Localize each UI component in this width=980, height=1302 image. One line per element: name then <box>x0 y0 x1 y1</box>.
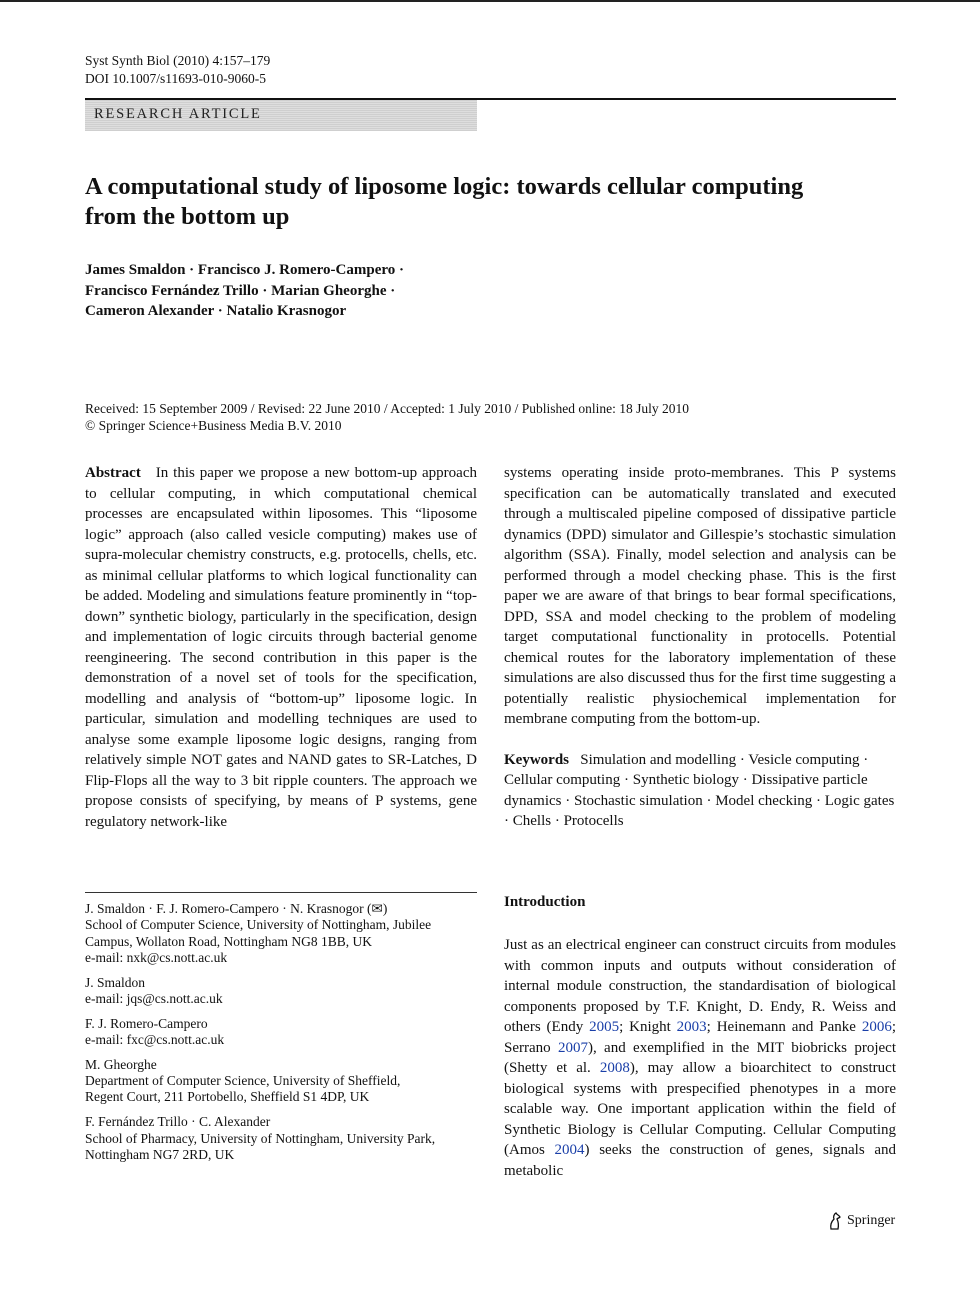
introduction-heading: Introduction <box>504 894 586 910</box>
author-list <box>85 260 685 322</box>
affiliation-block <box>85 1057 477 1106</box>
article-type-banner <box>85 100 477 131</box>
citation-link[interactable]: 2007 <box>557 1039 588 1056</box>
citation-link[interactable]: 2006 <box>861 1019 892 1035</box>
publisher-mark <box>827 1211 895 1231</box>
affiliation-email: e-mail: fxc@cs.nott.ac.uk <box>85 1032 225 1048</box>
intro-text: ; Heinemann and Panke <box>706 1019 862 1035</box>
abstract-text-part1: In this paper we propose a new bottom-up approach to cellular computing, in which computational chemical processes are encapsulated within liposomes. This “liposome logic” approach (also called vesicle computing) makes use of supra-molecular chemistry constructs, e.g. protocells, chells, etc. as minimal cellular platforms to which logical functionality can be added. Modeling and simulations feature prominently in “top-down” synthetic biology, particularly in the specification, design and implementation of logic circuits through bacterial genome reengineering. The second contribution in this paper is the demonstration of a novel set of tools for the specification, modelling and analysis of “bottom-up” liposome logic. In particular, simulation and modelling techniques are used to analyse some example liposome logic designs, ranging from relatively simple NOT gates and NAND gates to SR-Latches, D Flip-Flops all the way to 3 bit ripple counters. The approach we propose consists of specifying, by means of P systems, gene regulatory network-like <box>85 465 477 830</box>
intro-text: ; Serrano <box>504 1019 896 1056</box>
citation-link[interactable]: 2005 <box>589 1019 620 1035</box>
intro-text: ) seeks the construction of genes, signals and metabolic <box>504 1142 897 1179</box>
citation-link[interactable]: 2003 <box>676 1019 707 1035</box>
keywords-text: Simulation and modelling · Vesicle computing · Cellular computing · Synthetic biology · Dissipative particle dynamics · Stochastic simulation · Model checking · Logic gates · Chells · Protocells <box>504 751 895 829</box>
keywords-heading: Keywords <box>504 751 569 768</box>
citation-link[interactable]: 2008 <box>599 1060 630 1076</box>
affiliation-line: Regent Court, 211 Portobello, Sheffield S1 4DP, UK <box>85 1089 370 1105</box>
journal-citation: Syst Synth Biol (2010) 4:157–179 <box>85 53 271 68</box>
copyright-line: © Springer Science+Business Media B.V. 2010 <box>85 418 342 433</box>
abstract-column-right <box>504 463 896 832</box>
abstract-paragraph <box>85 463 477 832</box>
top-border <box>0 0 980 2</box>
affiliation-line: Nottingham NG7 2RD, UK <box>85 1146 235 1162</box>
author-line: Cameron Alexander · Natalio Krasnogor <box>85 303 347 319</box>
author-line: James Smaldon · Francisco J. Romero-Campero · <box>85 262 404 278</box>
affiliation-line: M. Gheorghe <box>85 1056 157 1072</box>
intro-text: ), may allow a bioarchitect to construct biological systems with prespecified phenotypes in a more scalable way. One important application within the field of Synthetic Biology is Cellular Computing. Cellular Computing (Amos <box>504 1060 897 1158</box>
introduction-paragraph <box>504 935 896 1181</box>
author-line: Francisco Fernández Trillo · Marian Gheorghe · <box>85 282 396 299</box>
affiliation-email: e-mail: nxk@cs.nott.ac.uk <box>85 949 228 965</box>
affiliation-email: e-mail: jqs@cs.nott.ac.uk <box>85 990 223 1006</box>
publication-dates <box>85 400 896 434</box>
affiliation-line: J. Smaldon <box>85 974 146 990</box>
history-dates: Received: 15 September 2009 / Revised: 22 June 2010 / Accepted: 1 July 2010 / Published online: 18 July 2010 <box>85 401 690 416</box>
affiliation-line: F. J. Romero-Campero <box>85 1015 208 1031</box>
introduction-body <box>504 935 896 1181</box>
intro-text: ), and exemplified in the MIT biobricks project (Shetty et al. <box>504 1039 896 1076</box>
journal-header <box>85 52 270 88</box>
paper-title: A computational study of liposome logic: towards cellular computing from the bottom up <box>85 173 804 230</box>
affiliation-line: J. Smaldon · F. J. Romero-Campero · N. Krasnogor (✉) <box>85 901 388 916</box>
affiliation-line: Department of Computer Science, University of Sheffield, <box>85 1073 401 1089</box>
affiliation-block <box>85 1114 477 1163</box>
springer-horse-icon <box>827 1211 843 1231</box>
intro-text: ; Knight <box>619 1019 677 1035</box>
article-type-label: RESEARCH ARTICLE <box>94 106 262 122</box>
affiliations <box>85 901 477 1172</box>
affiliation-line: Campus, Wollaton Road, Nottingham NG8 1BB, UK <box>85 933 373 949</box>
affiliation-block <box>85 975 477 1008</box>
keywords-paragraph <box>504 750 896 832</box>
abstract-column-left <box>85 463 477 832</box>
affiliation-block <box>85 901 477 966</box>
footnote-rule <box>85 892 477 893</box>
intro-text: Just as an electrical engineer can construct circuits from modules with common inputs and outputs without consideration of internal module construction, the standardisation of biological components proposed by T.F. Knight, D. Endy, R. Weiss and others (Endy <box>504 937 896 1035</box>
citation-link[interactable]: 2004 <box>554 1142 585 1158</box>
affiliation-line: F. Fernández Trillo · C. Alexander <box>85 1114 271 1130</box>
affiliation-line: School of Computer Science, University of Nottingham, Jubilee <box>85 917 432 933</box>
affiliation-line: School of Pharmacy, University of Nottingham, University Park, <box>85 1130 436 1146</box>
abstract-heading: Abstract <box>85 465 141 481</box>
publisher-name: Springer <box>847 1213 896 1228</box>
journal-doi: DOI 10.1007/s11693-010-9060-5 <box>85 71 266 86</box>
affiliation-block <box>85 1016 477 1049</box>
abstract-text-part2: systems operating inside proto-membranes. This P systems specification can be automatically translated and executed through a multiscaled pipeline composed of dissipative particle dynamics (DPD) simulator and Gillespie’s stochastic simulation algorithm (SSA). Finally, model selection and analysis can be performed through a model checking phase. This is the first paper we are aware of that brings to bear formal specifications, DPD, SSA and model checking to the problem of modeling target computational functionality in protocells. Potential chemical routes for the laboratory implementation of these simulations are also discussed thus for the first time suggesting a potentially realistic physiochemical implementation for membrane computing from the bottom-up. <box>504 465 896 727</box>
